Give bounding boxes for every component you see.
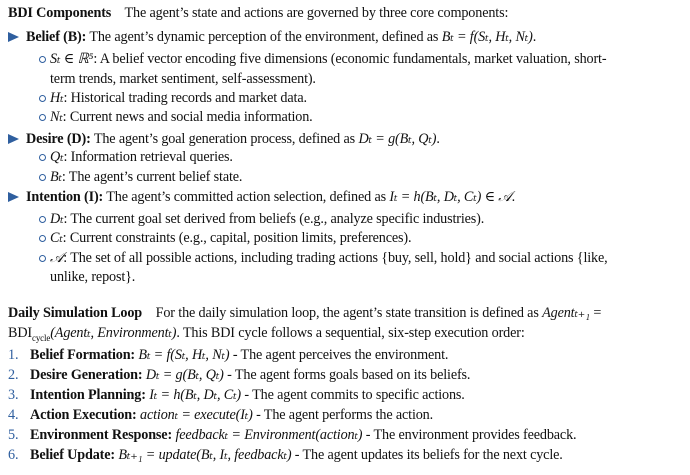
step-text: - The agent updates its beliefs for the next cycle. [291,447,563,463]
sub-item-text: : The current goal set derived from beliefs (e.g., analyze specific industries). [63,211,485,227]
loop-step [8,406,433,424]
step-text: - The agent commits to specific actions. [241,387,465,403]
component-label: Intention (I): [26,189,104,205]
loop-step [8,446,563,464]
circle-bullet-icon [39,174,46,181]
step-number: 6. [8,447,19,463]
sub-item-math: 𝒜 [50,250,64,266]
triangle-bullet-icon [8,134,19,144]
period: . [511,189,515,205]
component-math: Bₜ = f(Sₜ, Hₜ, Nₜ) [441,29,533,45]
component-text: The agent’s goal generation process, defined as [93,131,359,147]
component-item [8,130,440,148]
step-math: Bₜ = f(Sₜ, Hₜ, Nₜ) [138,347,230,363]
sub-item-continuation: unlike, repost}. [50,269,136,285]
loop-step [8,346,448,364]
sub-item-math: Bₜ [50,169,62,185]
sub-item [6,148,233,166]
bdi-intro: The agent’s state and actions are governed by three core components: [124,5,509,21]
sub-item [6,249,608,267]
component-label: Desire (D): [26,131,91,147]
circle-bullet-icon [39,216,46,223]
sub-item-text: : A belief vector encoding five dimensions (economic fundamentals, market valuation, short- [93,51,607,67]
step-math: Iₜ = h(Bₜ, Dₜ, Cₜ) [149,387,242,403]
sub-item-math: Nₜ [50,109,63,125]
sub-item-text: : Current news and social media information. [62,109,313,125]
bdi-symbol: BDI [8,325,32,341]
sub-item-math: Hₜ [50,90,64,106]
step-label: Belief Formation: [30,347,136,363]
loop-intro-math: Agentₜ₊₁ [542,305,590,321]
sub-item-text: : The agent’s current belief state. [61,169,243,185]
bdi-intro-line [8,4,508,22]
sub-item-text: : Information retrieval queries. [63,149,233,165]
step-text: - The agent forms goals based on its beliefs. [223,367,471,383]
step-number: 5. [8,427,19,443]
step-text: - The agent performs the action. [252,407,434,423]
step-text: - The agent perceives the environment. [229,347,449,363]
step-number: 3. [8,387,19,403]
step-text: - The environment provides feedback. [362,427,577,443]
circle-bullet-icon [39,154,46,161]
sub-item-continuation: term trends, market sentiment, self-assessment). [50,71,316,87]
sub-item-math: Sₜ ∈ ℝ⁵ [50,51,94,67]
step-number: 2. [8,367,19,383]
circle-bullet-icon [39,255,46,262]
component-item [8,188,515,206]
sub-item-math: Qₜ [50,149,64,165]
circle-bullet-icon [39,95,46,102]
step-math: Bₜ₊₁ = update(Bₜ, Iₜ, feedbackₜ) [118,447,292,463]
sub-item-text: : The set of all possible actions, including trading actions {buy, sell, hold} and social actions {like, [63,250,608,266]
step-label: Desire Generation: [30,367,143,383]
bdi-heading: BDI Components [8,5,112,21]
step-label: Action Execution: [30,407,137,423]
sub-item [6,50,606,68]
circle-bullet-icon [39,114,46,121]
step-number: 4. [8,407,19,423]
triangle-bullet-icon [8,192,19,202]
component-text: The agent’s dynamic perception of the environment, defined as [89,29,442,45]
loop-intro-line [8,304,601,322]
step-math: actionₜ = execute(Iₜ) [140,407,253,423]
sub-item [6,210,484,228]
circle-bullet-icon [39,56,46,63]
step-math: Dₜ = g(Bₜ, Qₜ) [145,367,224,383]
loop-heading: Daily Simulation Loop [8,305,143,321]
sub-item-text: : Historical trading records and market data. [63,90,307,106]
loop-intro: For the daily simulation loop, the agent’s state transition is defined as [155,305,543,321]
component-label: Belief (B): [26,29,87,45]
loop-intro-text: . This BDI cycle follows a sequential, six-step execution order: [176,325,525,341]
loop-intro-line-2 [8,324,525,347]
period: . [436,131,440,147]
component-item [8,28,536,46]
step-label: Environment Response: [30,427,173,443]
component-text: The agent’s committed action selection, defined as [106,189,390,205]
step-label: Belief Update: [30,447,115,463]
loop-intro-eq: = [589,305,602,321]
triangle-bullet-icon [8,32,19,42]
loop-step [8,366,470,384]
step-number: 1. [8,347,19,363]
sub-item-math: Cₜ [50,230,63,246]
loop-step [8,426,576,444]
sub-item [6,229,411,247]
step-label: Intention Planning: [30,387,146,403]
sub-item [6,108,313,126]
sub-item-text: : Current constraints (e.g., capital, position limits, preferences). [62,230,412,246]
circle-bullet-icon [39,235,46,242]
bdi-subscript: cycle [31,332,51,343]
component-math: Iₜ = h(Bₜ, Dₜ, Cₜ) ∈ 𝒜 [389,189,512,205]
sub-item [6,168,242,186]
sub-item-math: Dₜ [50,211,64,227]
period: . [532,29,537,45]
step-math: feedbackₜ = Environment(actionₜ) [175,427,363,443]
component-math: Dₜ = g(Bₜ, Qₜ) [358,131,437,147]
sub-item [6,89,307,107]
loop-math: (Agentₜ, Environmentₜ) [50,325,177,341]
loop-step [8,386,465,404]
